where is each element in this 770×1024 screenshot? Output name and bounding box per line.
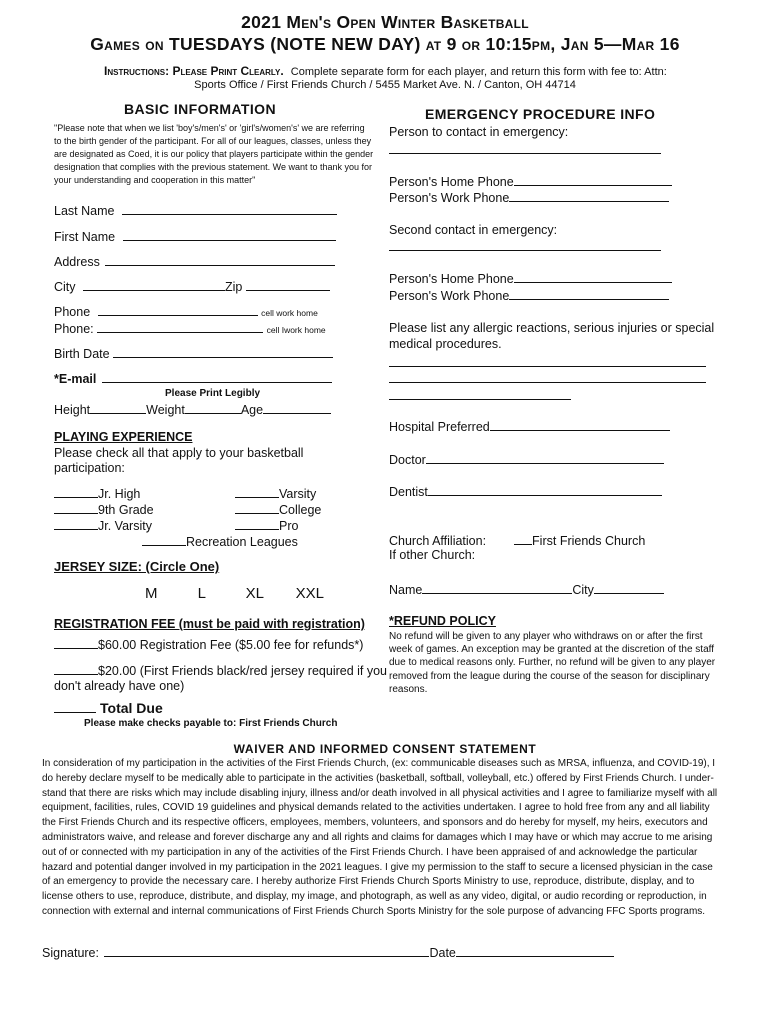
experience-intro: Please check all that apply to your basketball participation: bbox=[54, 446, 304, 475]
exp-college-checkbox[interactable] bbox=[235, 501, 279, 514]
church-affiliation-check[interactable] bbox=[514, 532, 532, 545]
doctor-label: Doctor bbox=[389, 453, 426, 467]
exp-pro-label: Pro bbox=[279, 519, 299, 533]
jersey-fee-label-cont: don't already have one) bbox=[54, 679, 185, 693]
title-line-1: 2021 Men's Open Winter Basketball bbox=[241, 12, 529, 32]
second-contact-label: Second contact in emergency: bbox=[389, 223, 558, 237]
exp-college bbox=[235, 501, 321, 517]
jersey-size-m[interactable]: M bbox=[145, 585, 158, 602]
emergency-contact-label: Person to contact in emergency: bbox=[389, 125, 569, 139]
dentist-row bbox=[389, 483, 662, 499]
exp-college-label: College bbox=[279, 503, 322, 517]
basic-info-heading: BASIC INFORMATION bbox=[124, 101, 276, 117]
work-phone-field[interactable] bbox=[509, 189, 669, 202]
phone-2-label: Phone: bbox=[54, 322, 94, 336]
registration-fee-row bbox=[54, 636, 363, 652]
jersey-size-l[interactable]: L bbox=[197, 585, 206, 602]
jersey-fee-label: $20.00 (First Friends black/red jersey required if you bbox=[98, 664, 388, 678]
emergency-contact-field[interactable] bbox=[389, 153, 661, 154]
home-phone-label: Person's Home Phone bbox=[389, 175, 514, 189]
total-due-row bbox=[54, 700, 163, 716]
other-church-name-label: Name bbox=[389, 583, 423, 597]
phone-row-1 bbox=[54, 303, 318, 319]
other-church-city-label: City bbox=[572, 583, 594, 597]
doctor-field[interactable] bbox=[426, 451, 664, 464]
exp-jr-high-label: Jr. High bbox=[98, 487, 141, 501]
home-phone-row bbox=[389, 173, 672, 189]
waiver-line: do hereby declare myself to be medically able to participate in the activities (basketball, softball, volleyball, etc.) offered by First Friends Church. I under- bbox=[42, 772, 714, 784]
hospital-row bbox=[389, 418, 670, 434]
exp-recreation bbox=[142, 533, 298, 549]
work-phone-row bbox=[389, 189, 669, 205]
address-row bbox=[54, 253, 335, 269]
waiver-text bbox=[42, 757, 717, 920]
waiver-line: In consideration of my participation in the activities of the First Friends Church, (ex: communicable diseases such as MRSA, influenza, and COVID-19), I bbox=[42, 758, 716, 769]
age-field[interactable] bbox=[263, 401, 331, 414]
city-field[interactable] bbox=[83, 278, 225, 291]
other-church-label: If other Church: bbox=[389, 548, 476, 562]
email-label: *E-mail bbox=[54, 372, 97, 386]
exp-9th-grade bbox=[54, 501, 154, 517]
first-name-field[interactable] bbox=[123, 228, 336, 241]
exp-varsity bbox=[235, 485, 316, 501]
weight-label: Weight bbox=[146, 403, 185, 417]
waiver-line: equipment, facilities, rules, COVID 19 guidelines and physical demands related to the activities undertaken. I agree to hold free from any and all liability bbox=[42, 802, 710, 814]
height-weight-age-row bbox=[54, 401, 331, 417]
doctor-row bbox=[389, 451, 664, 467]
signature-field[interactable] bbox=[104, 944, 429, 957]
jersey-size-xl[interactable]: XL bbox=[245, 585, 264, 602]
waiver-heading: WAIVER AND INFORMED CONSENT STATEMENT bbox=[233, 742, 537, 756]
home-phone-2-field[interactable] bbox=[514, 270, 672, 283]
exp-jr-varsity bbox=[54, 517, 152, 533]
exp-9th-grade-label: 9th Grade bbox=[98, 503, 154, 517]
exp-recreation-label: Recreation Leagues bbox=[186, 535, 298, 549]
email-field[interactable] bbox=[102, 370, 332, 383]
checks-payable-note: Please make checks payable to: First Friends Church bbox=[84, 718, 338, 729]
playing-experience-heading: PLAYING EXPERIENCE bbox=[54, 430, 193, 444]
emergency-heading: EMERGENCY PROCEDURE INFO bbox=[425, 106, 656, 122]
birth-date-label: Birth Date bbox=[54, 347, 110, 361]
instructions-line bbox=[104, 64, 667, 78]
signature-row bbox=[42, 944, 614, 960]
hospital-label: Hospital Preferred bbox=[389, 420, 490, 434]
exp-varsity-checkbox[interactable] bbox=[235, 485, 279, 498]
birth-date-row bbox=[54, 345, 333, 361]
waiver-line: the First Friends Church and its respective officers, employees, members, volunteers, and sponsors and do hereby for myself, my heirs, executors and bbox=[42, 817, 708, 829]
waiver-line: connection with external and internal communications of First Friends Church Sports Ministry for the sole purpose of advancing FFC Sports programs. bbox=[42, 905, 706, 917]
allergies-label: Please list any allergic reactions, serious injuries or special medical procedures. bbox=[389, 321, 715, 351]
registration-fee-label: $60.00 Registration Fee ($5.00 fee for refunds*) bbox=[98, 638, 364, 652]
exp-pro-checkbox[interactable] bbox=[235, 517, 279, 530]
dentist-field[interactable] bbox=[428, 483, 662, 496]
last-name-label: Last Name bbox=[54, 204, 115, 218]
exp-jr-varsity-label: Jr. Varsity bbox=[98, 519, 152, 533]
allergies-line-1[interactable] bbox=[389, 366, 706, 367]
allergies-line-2[interactable] bbox=[389, 382, 706, 383]
height-field[interactable] bbox=[90, 401, 146, 414]
registration-fee-check[interactable] bbox=[54, 636, 98, 649]
jersey-fee-row bbox=[54, 662, 387, 678]
total-due-field[interactable] bbox=[54, 700, 96, 713]
phone-1-field[interactable] bbox=[98, 303, 258, 316]
title-line-2: Games on TUESDAYS (NOTE NEW DAY) at 9 or 10:15pm, Jan 5—Mar 16 bbox=[90, 34, 680, 54]
registration-heading: REGISTRATION FEE (must be paid with registration) bbox=[54, 617, 365, 631]
first-name-label: First Name bbox=[54, 230, 116, 244]
hospital-field[interactable] bbox=[490, 418, 670, 431]
phone-1-label: Phone bbox=[54, 305, 91, 319]
exp-recreation-checkbox[interactable] bbox=[142, 533, 186, 546]
phone-2-field[interactable] bbox=[97, 320, 263, 333]
dentist-label: Dentist bbox=[389, 485, 428, 499]
exp-jr-high bbox=[54, 485, 140, 501]
last-name-field[interactable] bbox=[122, 202, 337, 215]
phone-1-type-options[interactable]: cell work home bbox=[261, 308, 318, 318]
jersey-size-options bbox=[145, 585, 324, 602]
jersey-size-heading: JERSEY SIZE: (Circle One) bbox=[54, 559, 220, 574]
instructions-label: Instructions: Please Print Clearly. bbox=[104, 64, 284, 78]
home-phone-field[interactable] bbox=[514, 173, 672, 186]
second-contact-field[interactable] bbox=[389, 250, 661, 251]
date-field[interactable] bbox=[456, 944, 614, 957]
height-label: Height bbox=[54, 403, 91, 417]
email-row bbox=[54, 370, 332, 386]
city-label: City bbox=[54, 280, 76, 294]
refund-policy-heading: *REFUND POLICY bbox=[389, 614, 496, 628]
work-phone-2-row bbox=[389, 287, 669, 303]
waiver-line: hazard and potential danger involved in my participation in the 2021 leagues. I give my permission to the staff to secure a licensed physician in the case bbox=[42, 861, 713, 873]
weight-field[interactable] bbox=[185, 401, 241, 414]
last-name-row bbox=[54, 202, 337, 218]
gender-note: "Please note that when we list 'boy's/men's' or 'girl's/women's' we are referring to the birth gender of the participant. For all of our leagues, classes, unless they are designated as Coed, it is our policy that players participate within the gender designation that complies with the previous statement. We want to thank you for your understanding and cooperation in this matter" bbox=[54, 123, 374, 185]
birth-date-field[interactable] bbox=[113, 345, 333, 358]
zip-label: Zip bbox=[225, 280, 243, 294]
address-label: Address bbox=[54, 255, 100, 269]
work-phone-2-field[interactable] bbox=[509, 287, 669, 300]
exp-9th-grade-checkbox[interactable] bbox=[54, 501, 98, 514]
address-field[interactable] bbox=[105, 253, 335, 266]
phone-row-2 bbox=[54, 320, 326, 336]
waiver-line: of an emergency to provide the necessary care. I hereby authorize First Friends Church Sports Ministry to use, reproduce, distribute, display, and to bbox=[42, 876, 695, 888]
phone-2-type-options[interactable]: cell Iwork home bbox=[266, 325, 326, 335]
allergies-line-3[interactable] bbox=[389, 399, 571, 400]
exp-jr-high-checkbox[interactable] bbox=[54, 485, 98, 498]
waiver-line: administrators waive, and release and forever discharge any and all rights and claims for damages which I may have or which may accrue to me arising bbox=[42, 831, 713, 843]
mailing-address: Sports Office / First Friends Church / 5455 Market Ave. N. / Canton, OH 44714 bbox=[194, 79, 576, 91]
first-name-row bbox=[54, 228, 336, 244]
jersey-size-xxl[interactable]: XXL bbox=[295, 585, 324, 602]
signature-label: Signature: bbox=[42, 946, 99, 960]
work-phone-label: Person's Work Phone bbox=[389, 191, 510, 205]
date-label: Date bbox=[429, 946, 456, 960]
jersey-fee-check[interactable] bbox=[54, 662, 98, 675]
exp-varsity-label: Varsity bbox=[279, 487, 317, 501]
waiver-line: stand that there are risks which may include disabling injury, illness and/or death involved in all physical activities and I agree to familiarize myself with all bbox=[42, 787, 718, 799]
waiver-line: out of or connected with my participation in any of the activities of the First Friends Church. I have been appraised of and acknowledge the particular bbox=[42, 846, 698, 858]
home-phone-2-row bbox=[389, 270, 672, 286]
city-zip-row bbox=[54, 278, 330, 294]
refund-policy-text: No refund will be given to any player who withdraws on or after the first week of games. An exception may be granted at the discretion of the staff due to medical reasons only. Further, no refund will be given to any player removed from the league during the course of the season for disciplinary reasons. bbox=[389, 631, 716, 695]
waiver-line: license others to use, reproduce, distribute, and display, my image, and photograph, as well as any video, digital, or audio recording or reproduction, in bbox=[42, 891, 707, 903]
home-phone-2-label: Person's Home Phone bbox=[389, 272, 514, 286]
age-label: Age bbox=[240, 403, 264, 417]
exp-pro bbox=[235, 517, 298, 533]
other-church-name-field[interactable] bbox=[422, 581, 572, 594]
zip-field[interactable] bbox=[246, 278, 330, 291]
other-church-city-field[interactable] bbox=[594, 581, 664, 594]
church-affiliation-name: First Friends Church bbox=[532, 534, 646, 548]
other-church-row bbox=[389, 581, 664, 597]
instructions-text: Complete separate form for each player, and return this form with fee to: Attn: bbox=[290, 66, 667, 78]
print-legibly-note: Please Print Legibly bbox=[165, 388, 261, 399]
church-affiliation-row bbox=[389, 532, 645, 548]
exp-jr-varsity-checkbox[interactable] bbox=[54, 517, 98, 530]
church-affiliation-label: Church Affiliation: bbox=[389, 534, 487, 548]
work-phone-2-label: Person's Work Phone bbox=[389, 289, 510, 303]
total-due-label: Total Due bbox=[100, 700, 163, 716]
